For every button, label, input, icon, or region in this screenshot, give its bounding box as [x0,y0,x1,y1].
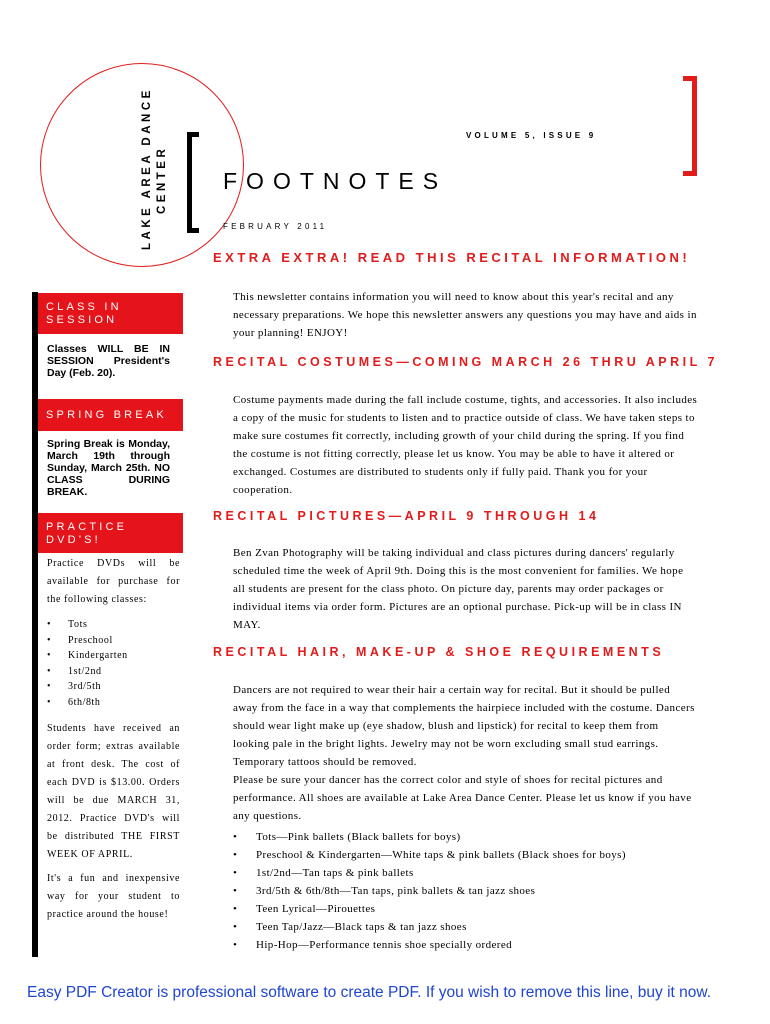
list-item: • Teen Lyrical—Pirouettes [233,900,698,918]
practice-dvds-heading-line2: DVD'S! [46,534,101,546]
class-in-session-heading-line2: SESSION [46,314,118,326]
practice-dvds-intro: Practice DVDs will be available for purchase for the following classes: [47,558,180,605]
spring-break-text: Spring Break is Monday, March 19th through Sunday, March 25th. NO CLASS DURING BREAK. [47,438,170,498]
org-name-line2: CENTER [156,145,168,214]
practice-dvds-closing: It's a fun and inexpensive way for your student to practice around the house! [47,873,180,920]
hair-makeup-heading: RECITAL HAIR, MAKE-UP & SHOE REQUIREMENTS [213,645,665,659]
costumes-heading: RECITAL COSTUMES—COMING MARCH 26 THRU APRIL 7 [213,355,718,369]
list-item: • 1st/2nd—Tan taps & pink ballets [233,864,698,882]
left-bracket [187,132,199,233]
pictures-heading: RECITAL PICTURES—APRIL 9 THROUGH 14 [213,509,600,523]
list-item: • Kindergarten [47,648,180,664]
costumes-text: Costume payments made during the fall include costume, tights, and accessories. It also includes a copy of the music for students to listen and to practice outside of class. We have taken steps to make sure costumes fit correctly, including growth of your child during the spring. If you find the costume is not fitting correctly, please let us know. You may be able to have it altered or exchanged. Costumes are distributed to students only if fully paid. Thank you for your cooperation. [233,394,698,496]
pdf-creator-notice: Easy PDF Creator is professional software to create PDF. If you wish to remove this line, buy it now. [27,984,712,1001]
list-item: • 6th/8th [47,695,180,711]
list-item: • 3rd/5th [47,679,180,695]
shoes-text: Please be sure your dancer has the correct color and style of shoes for recital pictures and performance. All shoes are available at Lake Area Dance Center. Please let us know if you have any questions. [233,774,692,822]
dvd-class-list [47,617,180,710]
pictures-section [233,544,698,634]
volume-issue: VOLUME 5, ISSUE 9 [466,131,597,140]
headline: EXTRA EXTRA! READ THIS RECITAL INFORMATION! [213,250,691,265]
hair-makeup-section [233,681,698,954]
newsletter-title: FOOTNOTES [223,168,448,194]
pictures-text: Ben Zvan Photography will be taking individual and class pictures during dancers' regularly scheduled time the week of April 9th. Doing this is the most convenient for families. We hope all students are present for the class photo. On picture day, parents may order packages or individual items via order form. Pictures are an optional purchase. Pick-up will be in class IN MAY. [233,547,684,631]
spring-break-heading-text: SPRING BREAK [46,409,167,421]
list-item: • Hip-Hop—Performance tennis shoe specially ordered [233,936,698,954]
costumes-section [233,391,698,499]
class-in-session-text: Classes WILL BE IN SESSION President's Day (Feb. 20). [47,343,170,379]
intro-paragraph [233,288,698,342]
class-in-session-heading-line1: CLASS IN [46,301,122,313]
right-bracket [683,76,697,176]
practice-dvds-heading-line1: PRACTICE [46,521,128,533]
list-item: • Tots [47,617,180,633]
practice-dvds-note: Students have received an order form; extras available at front desk. The cost of each DVD is $13.00. Orders will be due MARCH 31, 2012. Practice DVD's will be distributed THE FIRST WEEK OF APRIL. [47,723,180,860]
practice-dvds-section [47,555,180,924]
practice-dvds-heading [38,513,183,553]
shoe-list [233,828,698,954]
list-item: • Preschool [47,633,180,649]
hair-makeup-text: Dancers are not required to wear their hair a certain way for recital. But it should be pulled away from the face in a way that complements the hairpiece included with the costume. Dancers should wear light make up (eye shadow, blush and lipstick) for recital to keep them from looking pale in the bright lights. Jewelry may not be worn excluding small stud earrings. Temporary tattoos should be removed. [233,684,695,768]
class-in-session-heading [38,293,183,334]
issue-date: FEBRUARY 2011 [223,222,328,231]
list-item: • Tots—Pink ballets (Black ballets for boys) [233,828,698,846]
org-name-line1: LAKE AREA DANCE [141,87,153,250]
spring-break-heading [38,399,183,431]
list-item: • 1st/2nd [47,664,180,680]
list-item: • Teen Tap/Jazz—Black taps & tan jazz shoes [233,918,698,936]
sidebar-rule [32,292,38,957]
list-item: • 3rd/5th & 6th/8th—Tan taps, pink ballets & tan jazz shoes [233,882,698,900]
intro-text: This newsletter contains information you will need to know about this year's recital and any necessary preparations. We hope this newsletter answers any questions you may have and aids in your planning! ENJOY! [233,291,697,339]
list-item: • Preschool & Kindergarten—White taps & pink ballets (Black shoes for boys) [233,846,698,864]
